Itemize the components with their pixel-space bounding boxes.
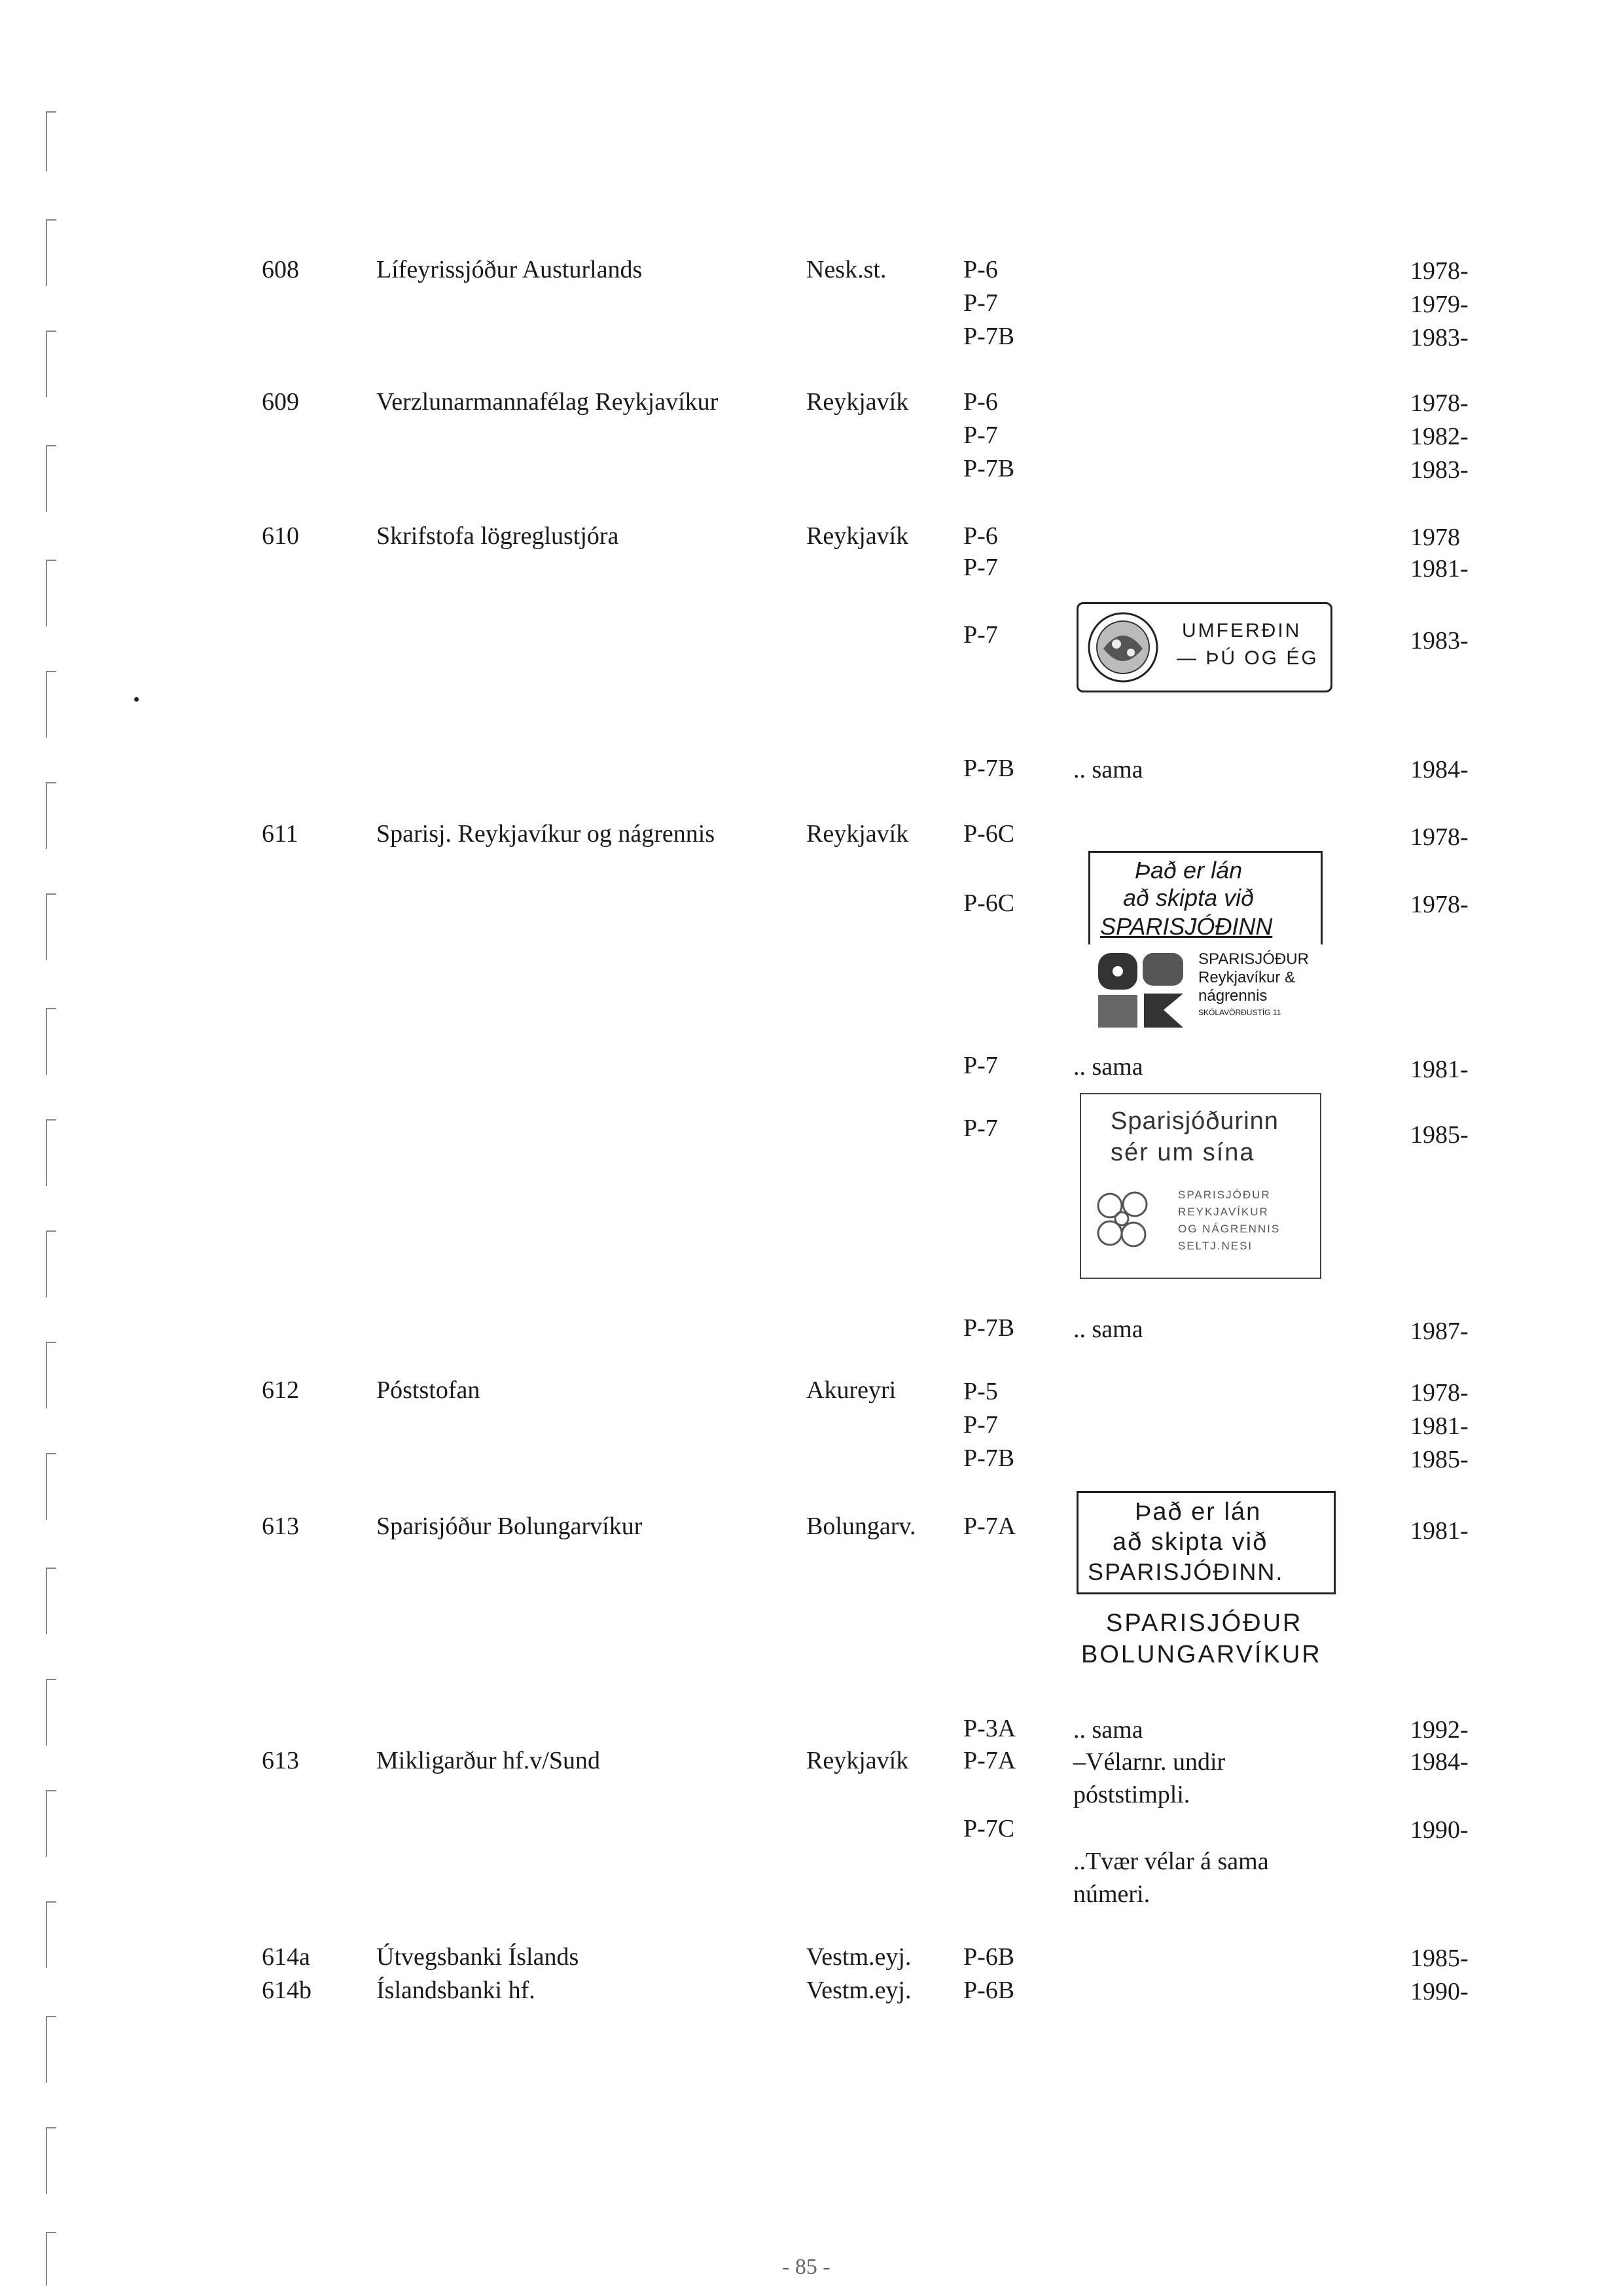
row-608-year-2: 1979- <box>1410 291 1469 318</box>
row-613a-location: Bolungarv. <box>806 1513 916 1540</box>
bolungarvik-line2: að skipta við <box>1113 1528 1268 1556</box>
row-613b-year-2: 1990- <box>1410 1816 1469 1844</box>
row-611-note-3: .. sama <box>1073 1053 1143 1081</box>
umferdin-line2: — ÞÚ OG ÉG <box>1177 647 1319 669</box>
umferdin-line1: UMFERÐIN <box>1182 620 1302 641</box>
row-613a-note-2: .. sama <box>1073 1716 1143 1744</box>
row-609-type-1: P-6 <box>963 388 998 416</box>
row-610-number: 610 <box>262 522 299 550</box>
row-613a-number: 613 <box>262 1513 299 1540</box>
ser-um-sina-stamp <box>1080 1093 1321 1279</box>
row-608-year-3: 1983- <box>1410 324 1469 351</box>
spron-line2: Reykjavíkur & <box>1198 969 1296 986</box>
row-611-type-5: P-7B <box>963 1314 1015 1342</box>
row-613a-name: Sparisjóður Bolungarvíkur <box>376 1513 643 1540</box>
row-612-number: 612 <box>262 1376 299 1404</box>
bolungarvik-line1: Það er lán <box>1135 1498 1262 1526</box>
row-608-location: Nesk.st. <box>806 256 887 283</box>
row-612-year-1: 1978- <box>1410 1379 1469 1407</box>
row-614a-location: Vestm.eyj. <box>806 1943 912 1971</box>
row-609-type-3: P-7B <box>963 455 1015 482</box>
row-610-location: Reykjavík <box>806 522 909 550</box>
lan-italic-line2: að skipta við <box>1123 884 1255 911</box>
ser-um-sina-line2: sér um sína <box>1111 1139 1255 1166</box>
row-610-type-2: P-7 <box>963 554 998 581</box>
row-611-type-1: P-6C <box>963 820 1015 848</box>
row-610-year-1: 1978 <box>1410 524 1460 551</box>
row-610-year-2: 1981- <box>1410 555 1469 583</box>
row-612-year-3: 1985- <box>1410 1446 1469 1473</box>
row-614b-type-1: P-6B <box>963 1977 1015 2004</box>
row-613a-year-2: 1992- <box>1410 1716 1469 1744</box>
row-611-year-1: 1978- <box>1410 823 1469 851</box>
row-609-location: Reykjavík <box>806 388 909 416</box>
row-610-note-4: .. sama <box>1073 756 1143 783</box>
lan-italic-stamp <box>1088 851 1323 944</box>
row-613b-type-2: P-7C <box>963 1815 1015 1842</box>
flower-emblem-icon <box>1090 1186 1156 1258</box>
row-611-note-5: .. sama <box>1073 1316 1143 1343</box>
crest-icon <box>1084 608 1162 687</box>
row-613b-note-2b: númeri. <box>1073 1880 1150 1908</box>
row-609-year-1: 1978- <box>1410 389 1469 417</box>
row-613b-number: 613 <box>262 1747 299 1774</box>
row-611-type-3: P-7 <box>963 1052 998 1079</box>
row-612-type-1: P-5 <box>963 1378 998 1405</box>
spron-logo-icon <box>1092 948 1190 1033</box>
row-610-name: Skrifstofa lögreglustjóra <box>376 522 619 550</box>
umferdin-stamp <box>1077 602 1332 692</box>
row-611-year-3: 1981- <box>1410 1056 1469 1083</box>
ser-um-sina-line5: OG NÁGRENNIS <box>1178 1223 1281 1235</box>
row-612-type-3: P-7B <box>963 1444 1015 1472</box>
row-611-number: 611 <box>262 820 298 848</box>
bolungarvik-line3: SPARISJÓÐINN. <box>1088 1558 1284 1585</box>
row-613b-note-2: ..Tvær vélar á sama <box>1073 1848 1269 1875</box>
row-614b-number: 614b <box>262 1977 312 2004</box>
bolungarvik-line5: BOLUNGARVÍKUR <box>1081 1641 1322 1668</box>
spron-line1: SPARISJÓÐUR <box>1198 950 1309 968</box>
row-612-location: Akureyri <box>806 1376 897 1404</box>
row-609-year-2: 1982- <box>1410 423 1469 450</box>
spron-logo-block <box>1092 948 1327 1046</box>
row-609-number: 609 <box>262 388 299 416</box>
spron-line3: nágrennis <box>1198 987 1268 1005</box>
row-614a-name: Útvegsbanki Íslands <box>376 1943 579 1971</box>
row-608-number: 608 <box>262 256 299 283</box>
row-608-type-2: P-7 <box>963 289 998 317</box>
row-613b-year-1: 1984- <box>1410 1748 1469 1776</box>
ser-um-sina-line4: REYKJAVÍKUR <box>1178 1206 1269 1218</box>
row-610-type-3: P-7 <box>963 621 998 649</box>
row-612-type-2: P-7 <box>963 1411 998 1439</box>
ser-um-sina-line1: Sparisjóðurinn <box>1111 1107 1279 1135</box>
row-611-location: Reykjavík <box>806 820 909 848</box>
row-611-type-4: P-7 <box>963 1115 998 1142</box>
row-612-name: Póststofan <box>376 1376 480 1404</box>
row-613a-type-2: P-3A <box>963 1715 1016 1742</box>
spron-line4: SKÓLAVÖRÐUSTÍG 11 <box>1198 1008 1281 1017</box>
row-613b-name: Mikligarður hf.v/Sund <box>376 1747 600 1774</box>
row-614b-location: Vestm.eyj. <box>806 1977 912 2004</box>
row-614b-name: Íslandsbanki hf. <box>376 1977 535 2004</box>
row-613b-location: Reykjavík <box>806 1747 909 1774</box>
lan-italic-line1: Það er lán <box>1135 857 1243 884</box>
row-610-type-4: P-7B <box>963 755 1015 782</box>
row-613b-note-1b: póststimpli. <box>1073 1781 1190 1808</box>
row-614a-number: 614a <box>262 1943 310 1971</box>
speck <box>134 697 139 702</box>
row-609-type-2: P-7 <box>963 422 998 449</box>
row-612-year-2: 1981- <box>1410 1412 1469 1440</box>
row-611-name: Sparisj. Reykjavíkur og nágrennis <box>376 820 715 848</box>
row-613b-type-1: P-7A <box>963 1747 1016 1774</box>
row-608-type-1: P-6 <box>963 256 998 283</box>
ser-um-sina-line3: SPARISJÓÐUR <box>1178 1189 1271 1201</box>
page-number: - 85 - <box>782 2255 830 2279</box>
row-608-name: Lífeyrissjóður Austurlands <box>376 256 643 283</box>
row-614b-year-1: 1990- <box>1410 1978 1469 2005</box>
lan-italic-line3: SPARISJÓÐINN <box>1100 913 1273 940</box>
row-611-year-4: 1985- <box>1410 1121 1469 1149</box>
row-611-type-2: P-6C <box>963 889 1015 917</box>
row-613a-type-1: P-7A <box>963 1513 1016 1540</box>
row-611-year-2: 1978- <box>1410 891 1469 918</box>
bolungarvik-line4: SPARISJÓÐUR <box>1106 1609 1303 1637</box>
row-614a-type-1: P-6B <box>963 1943 1015 1971</box>
row-609-name: Verzlunarmannafélag Reykjavíkur <box>376 388 719 416</box>
bolungarvik-stamp <box>1077 1491 1336 1594</box>
row-608-type-3: P-7B <box>963 323 1015 350</box>
row-614a-year-1: 1985- <box>1410 1945 1469 1972</box>
row-611-year-5: 1987- <box>1410 1318 1469 1345</box>
row-610-type-1: P-6 <box>963 522 998 550</box>
row-610-year-4: 1984- <box>1410 756 1469 783</box>
row-608-year-1: 1978- <box>1410 257 1469 285</box>
row-613b-note-1: –Vélarnr. undir <box>1073 1748 1226 1776</box>
row-613a-year-1: 1981- <box>1410 1517 1469 1545</box>
ser-um-sina-line6: SELTJ.NESI <box>1178 1240 1253 1252</box>
row-610-year-3: 1983- <box>1410 627 1469 655</box>
row-609-year-3: 1983- <box>1410 456 1469 484</box>
